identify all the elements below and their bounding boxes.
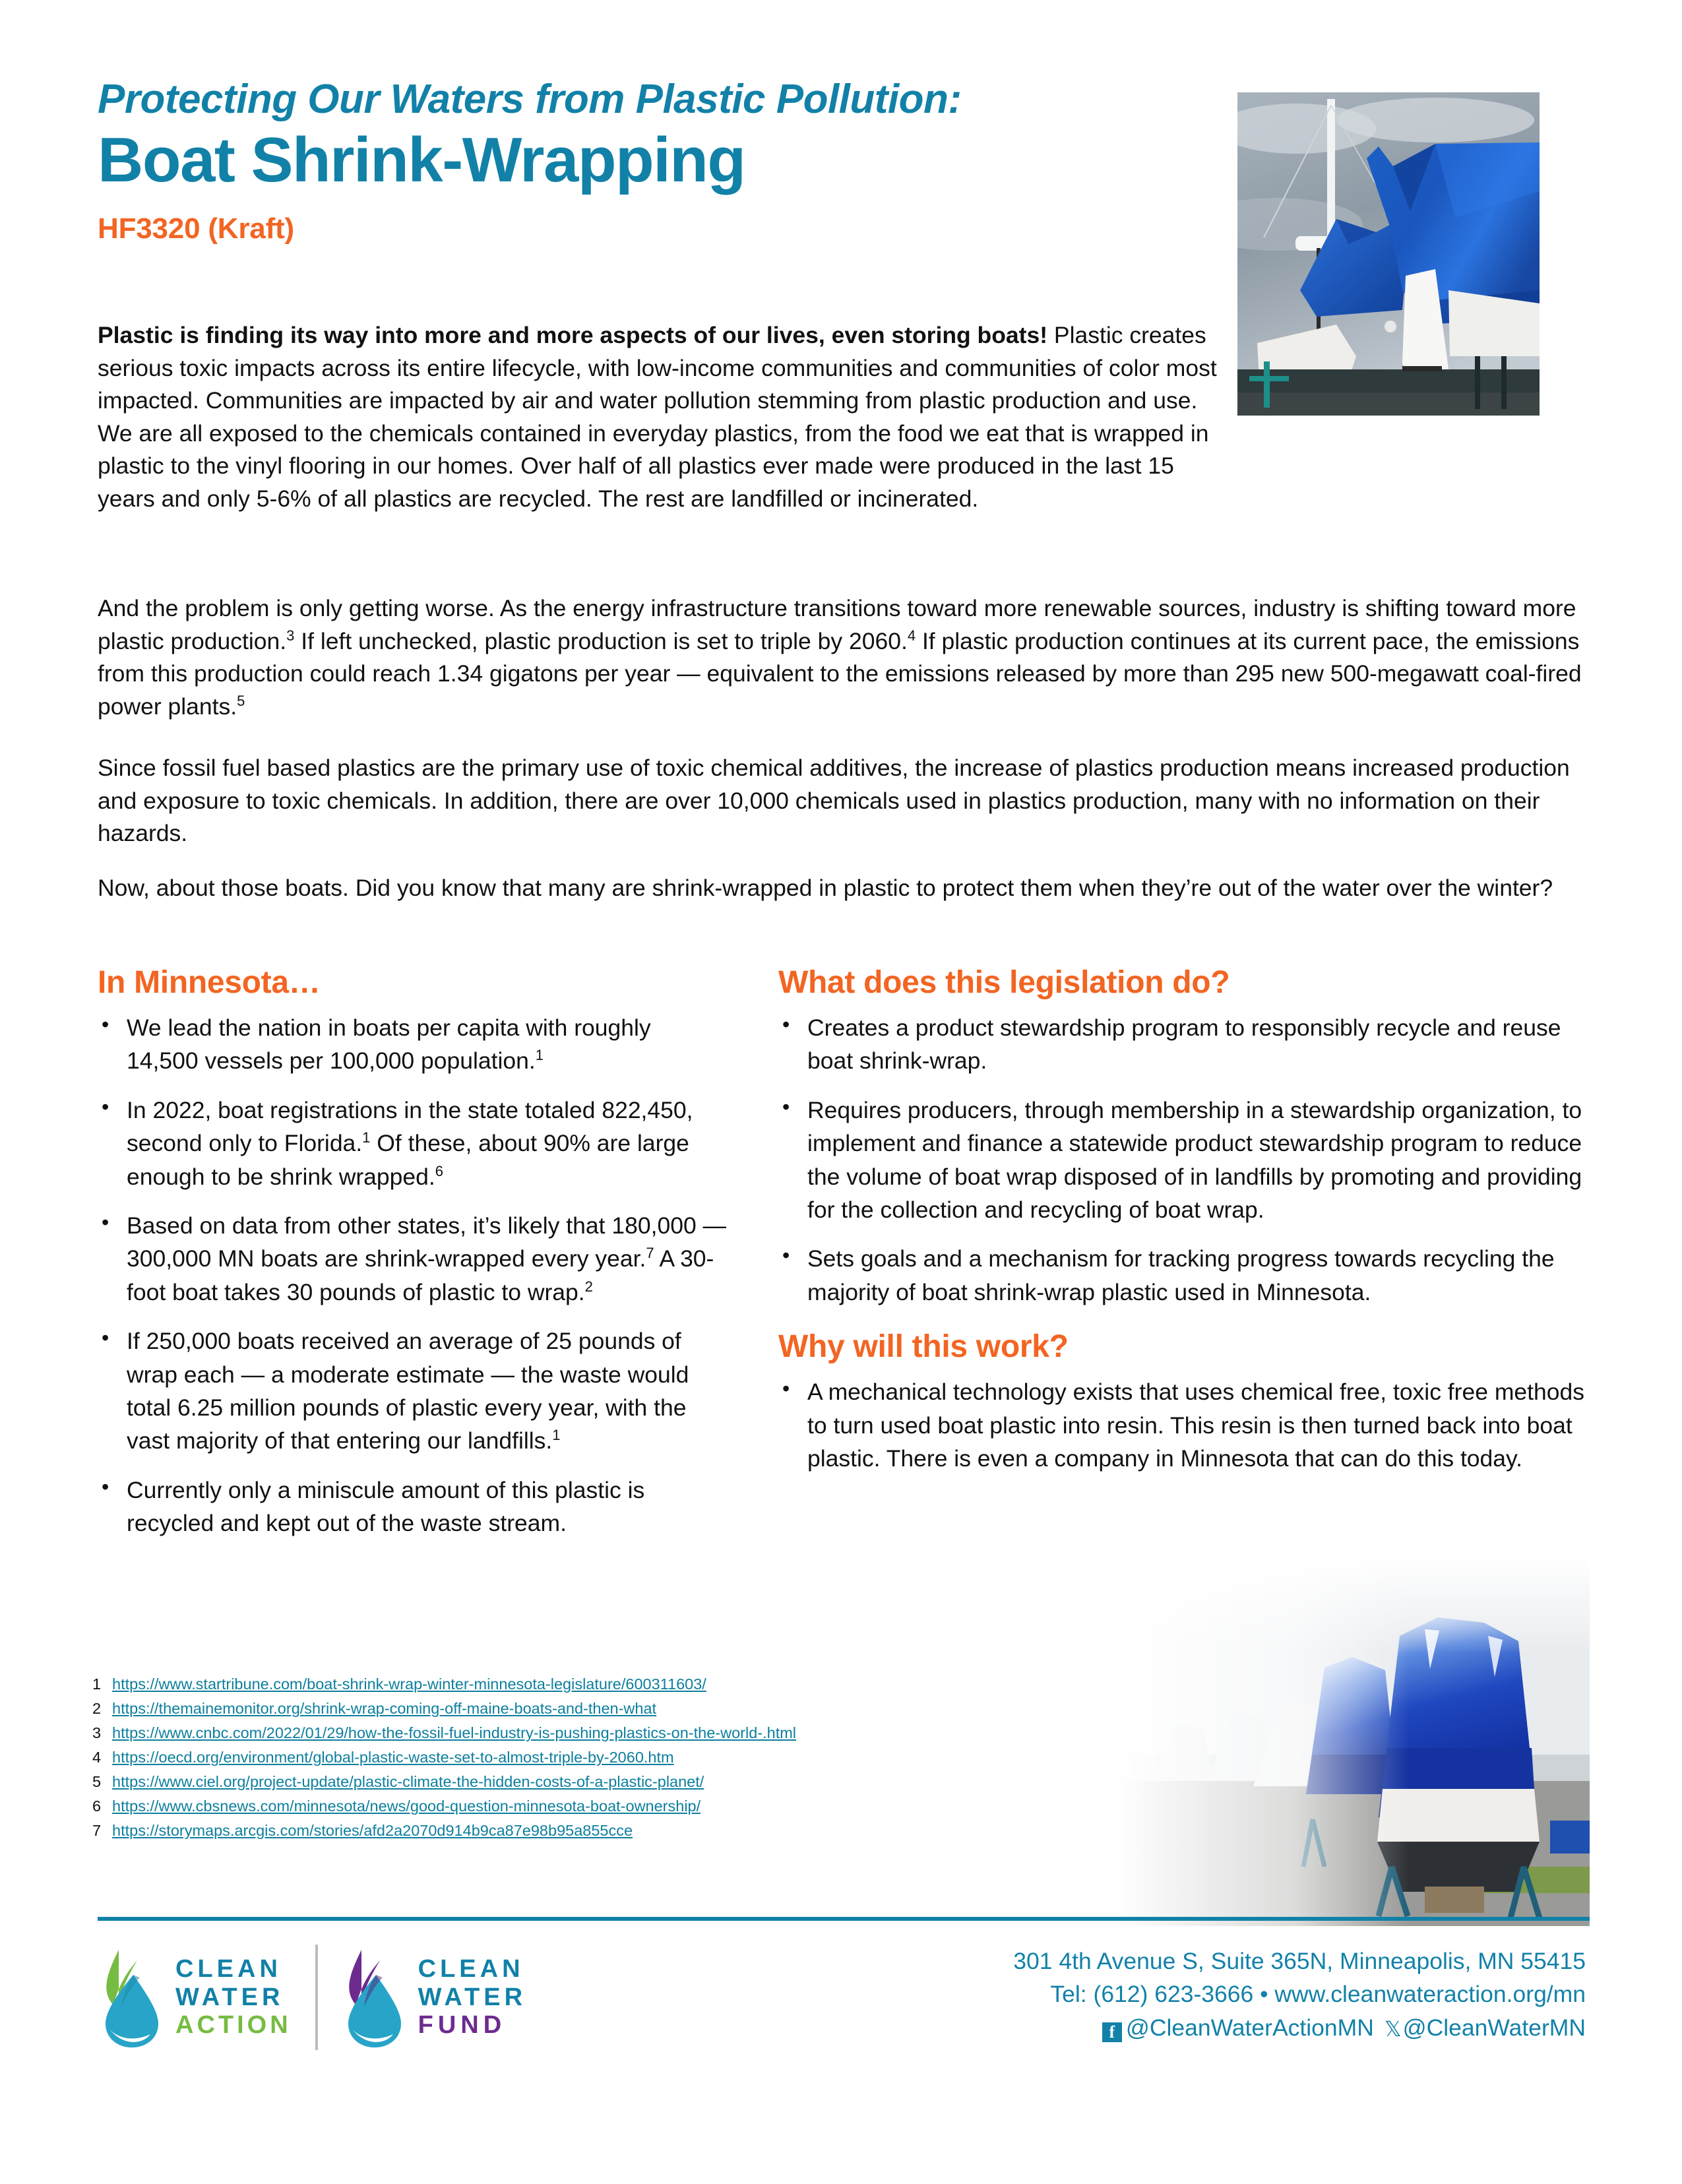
right-column: [778, 964, 1590, 1491]
logo-line-clean: CLEAN: [175, 1954, 282, 1983]
facebook-handle[interactable]: @CleanWaterActionMN: [1125, 2014, 1374, 2041]
page-title: Boat Shrink-Wrapping: [98, 125, 745, 195]
footnote-item: [92, 1726, 1214, 1741]
list-item: • Requires producers, through membership in a stewardship organization, to implement and finance a statewide product stewardship program to reduce the volume of boat wrap disposed of in landfills by promoting and providing for the collection and recycling of boat wrap.: [778, 1094, 1590, 1227]
footnote-link[interactable]: https://www.cnbc.com/2022/01/29/how-the-fossil-fuel-industry-is-pushing-plastics-on-the-world-.html: [112, 1724, 797, 1741]
logo-line-water: WATER: [175, 1983, 284, 2011]
footnote-link[interactable]: https://oecd.org/environment/global-plastic-waste-set-to-almost-triple-by-2060.htm: [112, 1749, 674, 1766]
paragraph-energy-infrastructure: [98, 592, 1590, 723]
list-item: [98, 1011, 728, 1078]
footer-logos: [99, 1945, 526, 2050]
page-kicker: Protecting Our Waters from Plastic Pollution:: [98, 77, 962, 122]
footnote-link[interactable]: https://storymaps.arcgis.com/stories/afd2a2070d914b9ca87e98b95a855cce: [112, 1822, 633, 1839]
legislation-bullet-list: [778, 1011, 1590, 1309]
paragraph-about-boats: Now, about those boats. Did you know that many are shrink-wrapped in plastic to protect them when they’re out of the water over the winter?: [98, 875, 1553, 901]
clean-water-action-logo: [99, 1945, 292, 2050]
logo-line-clean: CLEAN: [418, 1954, 524, 1983]
footnote-ref: 7: [646, 1245, 654, 1262]
why-work-bullet-list: [778, 1375, 1590, 1475]
footnote-ref: 1: [362, 1129, 371, 1146]
footnote-number: 5: [92, 1773, 102, 1790]
footnote-item: [92, 1750, 1214, 1766]
footnote-item: [92, 1677, 1214, 1693]
footnote-ref-4: 4: [907, 627, 916, 644]
bullet-text: If 250,000 boats received an average of 25 pounds of wrap each — a moderate estimate — the waste would total 6.25 million pounds of plastic every year, with the vast majority of that entering our landfills.: [127, 1328, 689, 1454]
footnote-number: 4: [92, 1749, 102, 1766]
water-drop-leaf-purple-icon: [342, 1945, 406, 2050]
x-twitter-icon[interactable]: 𝕏: [1384, 2016, 1402, 2041]
list-item: [98, 1209, 728, 1309]
p2-part-c: If plastic production continues at its current pace, the emissions from this production could reach 1.34 gigatons per year — equivalent to the emissions released by more than 295 new 500-megawatt coal-fired power plants.: [98, 627, 1582, 720]
x-handle[interactable]: @CleanWaterMN: [1402, 2014, 1586, 2041]
list-item: [98, 1325, 728, 1458]
footer-social-row: [1013, 2011, 1586, 2044]
footer-phone-website: Tel: (612) 623-3666 • www.cleanwateraction.org/mn: [1050, 1981, 1586, 2008]
logo-line-water: WATER: [418, 1983, 527, 2011]
footnote-ref: 6: [435, 1162, 443, 1179]
facebook-icon[interactable]: f: [1102, 2022, 1122, 2042]
bullet-text-cont: A 30-foot boat takes 30 pounds of plastic to wrap.: [127, 1245, 714, 1305]
footnote-link[interactable]: https://themainemonitor.org/shrink-wrap-coming-off-maine-boats-and-then-what: [112, 1700, 657, 1717]
bullet-text: We lead the nation in boats per capita with roughly 14,500 vessels per 100,000 population.: [127, 1014, 651, 1075]
footnote-ref-3: 3: [286, 627, 295, 644]
p2-part-b: If left unchecked, plastic production is set to triple by 2060.: [294, 627, 908, 654]
bullet-text: In 2022, boat registrations in the state totaled 822,450, second only to Florida.: [127, 1096, 693, 1157]
bullet-text: Currently only a miniscule amount of this plastic is recycled and kept out of the waste stream.: [127, 1476, 645, 1537]
footnote-link[interactable]: https://www.ciel.org/project-update/plastic-climate-the-hidden-costs-of-a-plastic-planet/: [112, 1773, 704, 1790]
footer-divider: [98, 1917, 1590, 1921]
list-item: [98, 1094, 728, 1193]
clean-water-action-wordmark: [175, 1955, 292, 2040]
list-item: • A mechanical technology exists that uses chemical free, toxic free methods to turn used boat plastic into resin. This resin is then turned back into boat plastic. There is even a company in Minnesota that can do this today.: [778, 1375, 1590, 1475]
footnote-number: 6: [92, 1797, 102, 1815]
logo-line-action: ACTION: [175, 2011, 292, 2040]
footnote-item: [92, 1823, 1214, 1839]
footnote-ref: 1: [535, 1047, 544, 1064]
footnote-item: [92, 1701, 1214, 1717]
footnote-link[interactable]: https://www.cbsnews.com/minnesota/news/good-question-minnesota-boat-ownership/: [112, 1797, 701, 1815]
footnote-item: [92, 1774, 1214, 1790]
footnote-link[interactable]: https://www.startribune.com/boat-shrink-wrap-winter-minnesota-legislature/600311603/: [112, 1675, 706, 1693]
p2-part-a: And the problem is only getting worse. As the energy infrastructure transitions toward more renewable sources, industry is shifting toward more plastic production.: [98, 595, 1576, 654]
footnote-ref: 2: [584, 1278, 593, 1295]
footnote-number: 7: [92, 1822, 102, 1839]
list-item: • Sets goals and a mechanism for tracking progress towards recycling the majority of boat shrink-wrap plastic used in Minnesota.: [778, 1242, 1590, 1309]
logo-divider: [315, 1945, 318, 2050]
section-heading-why-work: Why will this work?: [778, 1329, 1069, 1365]
footnote-ref: 1: [552, 1427, 561, 1444]
footnote-number: 1: [92, 1675, 102, 1693]
list-item: • Creates a product stewardship program to responsibly recycle and reuse boat shrink-wrap.: [778, 1011, 1590, 1078]
intro-lead-bold: Plastic is finding its way into more and more aspects of our lives, even storing boats!: [98, 322, 1048, 348]
bullet-text: Based on data from other states, it’s likely that 180,000 — 300,000 MN boats are shrink-wrapped every year.: [127, 1212, 727, 1272]
intro-rest: Plastic creates serious toxic impacts across its entire lifecycle, with low-income communities and communities of color most impacted. Communities are impacted by air and water pollution stemming from plastic production and use. We are all exposed to the chemicals contained in everyday plastics, from the food we eat that is wrapped in plastic to the vinyl flooring in our homes. Over half of all plastics ever made were produced in the last 15 years and only 5-6% of all plastics are recycled. The rest are landfilled or incinerated.: [98, 322, 1217, 512]
footnote-ref-5: 5: [237, 692, 245, 709]
footer-contact-block: [1013, 1945, 1586, 2044]
minnesota-bullet-list: [98, 1011, 728, 1540]
clean-water-fund-logo: [342, 1945, 526, 2050]
section-heading-legislation: What does this legislation do?: [778, 965, 1230, 1000]
bullet-text-cont: Of these, about 90% are large enough to be shrink wrapped.: [127, 1130, 689, 1190]
logo-line-fund: FUND: [418, 2011, 507, 2040]
footnote-number: 3: [92, 1724, 102, 1741]
water-drop-leaf-green-icon: [99, 1945, 164, 2050]
section-heading-in-minnesota: In Minnesota…: [98, 965, 321, 1000]
paragraph-toxic-additives: Since fossil fuel based plastics are the primary use of toxic chemical additives, the increase of plastics production means increased production and exposure to toxic chemicals. In addition, there are over 10,000 chemicals used in plastics production, many with no information on their hazards.: [98, 755, 1570, 847]
footnote-item: [92, 1799, 1214, 1815]
clean-water-fund-wordmark: [418, 1955, 526, 2040]
intro-paragraph: [98, 319, 1226, 515]
list-item: [98, 1474, 728, 1540]
hero-image-shrink-wrapped-sailboats: [1237, 92, 1540, 416]
footnote-number: 2: [92, 1700, 102, 1717]
footnote-list: [92, 1677, 1214, 1848]
left-column: [98, 964, 728, 1556]
footer-address: 301 4th Avenue S, Suite 365N, Minneapolis, MN 55415: [1013, 1948, 1586, 1974]
bill-number: HF3320 (Kraft): [98, 212, 294, 245]
